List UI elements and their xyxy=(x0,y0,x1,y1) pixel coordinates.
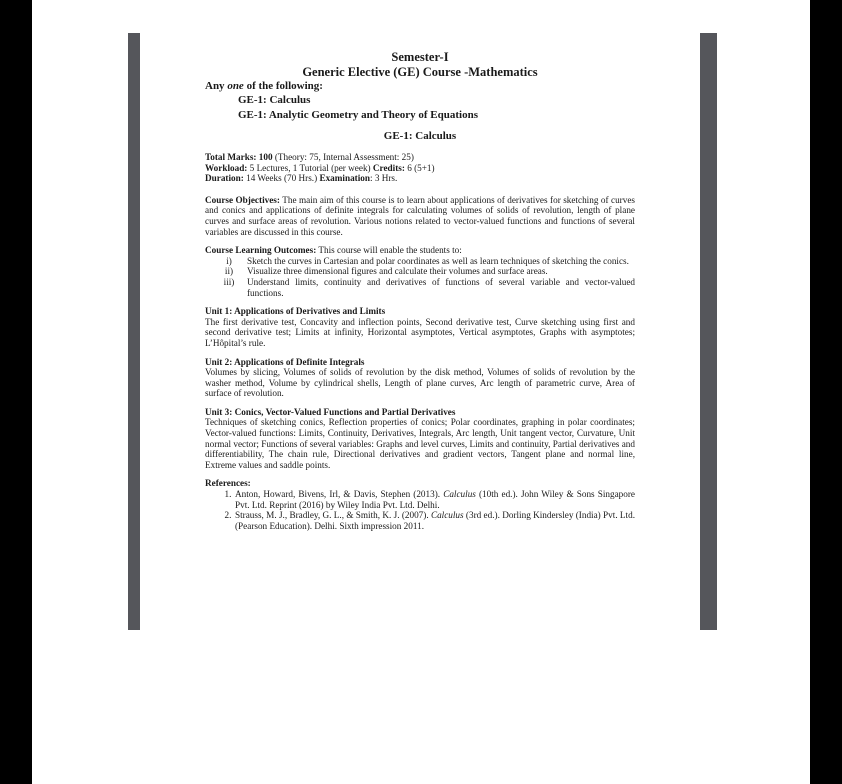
duration-value: 14 Weeks (70 Hrs.) xyxy=(243,173,320,184)
outcome-number: iii) xyxy=(223,276,235,287)
unit-2 xyxy=(205,357,635,399)
reference-authors: Strauss, M. J., Bradley, G. L., & Smith, K. J. (2007). xyxy=(235,510,431,521)
document-page xyxy=(140,33,700,630)
reference-publisher: (3rd ed.). Dorling Kindersley (India) Pvt. Ltd. (Pearson Education). Delhi. Sixth impression 2011. xyxy=(235,510,635,531)
outcome-item xyxy=(205,266,635,277)
left-black-border xyxy=(0,0,32,784)
outcome-text: Sketch the curves in Cartesian and polar coordinates as well as learn techniques of sketching the conics. xyxy=(247,255,629,266)
document-content xyxy=(205,50,635,531)
duration-label: Duration: xyxy=(205,173,244,184)
total-marks-line xyxy=(205,152,635,163)
any-prefix: Any xyxy=(205,80,228,92)
duration-line xyxy=(205,173,635,184)
references xyxy=(205,478,635,531)
course-learning-outcomes xyxy=(205,245,635,298)
semester-heading: Semester-I xyxy=(391,50,449,64)
objectives-label: Course Objectives: xyxy=(205,194,280,205)
reference-authors: Anton, Howard, Bivens, Irl, & Davis, Stephen (2013). xyxy=(235,489,444,500)
outcome-item xyxy=(205,256,635,267)
unit-text: Volumes by slicing, Volumes of solids of revolution by the disk method, Volumes of solids of revolution by the washer method, Volume by cylindrical shells, Length of plane curves, Arc length of parametric curve, Area of surface of revolution. xyxy=(205,367,635,399)
total-marks-detail: (Theory: 75, Internal Assessment: 25) xyxy=(272,152,414,162)
outcomes-intro: This course will enable the students to: xyxy=(316,245,462,256)
references-label: References: xyxy=(205,478,251,489)
course-title: Generic Elective (GE) Course -Mathematics xyxy=(302,65,538,79)
reference-item xyxy=(205,510,635,531)
unit-title: Unit 2: Applications of Definite Integrals xyxy=(205,356,365,367)
course-objectives xyxy=(205,195,635,237)
course-subtitle: GE-1: Calculus xyxy=(383,130,457,142)
objectives-text: The main aim of this course is to learn about applications of derivatives for sketching of curves and conics and applications of definite integrals for calculating volumes of solids of revolution, length of plane curves and surface areas of revolution. Various notions related to vector-valued functions and functions of several variables are discussed in this course. xyxy=(205,194,635,237)
workload-value: 5 Lectures, 1 Tutorial (per week) xyxy=(247,162,373,173)
left-page-shadow xyxy=(128,33,140,630)
reference-title: Calculus xyxy=(430,510,464,521)
reference-title: Calculus xyxy=(443,489,476,500)
reference-number: 1. xyxy=(224,489,232,500)
unit-title: Unit 3: Conics, Vector-Valued Functions and Partial Derivatives xyxy=(205,406,456,417)
total-marks-label: Total Marks: 100 xyxy=(205,152,273,162)
reference-item xyxy=(205,489,635,510)
outcome-number: ii) xyxy=(224,266,234,277)
credits-label: Credits: xyxy=(372,162,405,173)
right-black-border xyxy=(810,0,842,784)
course-meta xyxy=(205,152,635,184)
outcomes-label: Course Learning Outcomes: xyxy=(205,245,317,256)
workload-label: Workload: xyxy=(205,162,248,173)
unit-text: The first derivative test, Concavity and inflection points, Second derivative test, Curve sketching using first and second derivative test; Limits at infinity, Horizontal asymptotes, Vertical asymptotes, Graphs with asymptotes; L’Hôpital’s rule. xyxy=(205,316,635,348)
unit-3 xyxy=(205,407,635,471)
right-page-shadow xyxy=(700,33,717,630)
reference-publisher: (10th ed.). John Wiley & Sons Singapore Pvt. Ltd. Reprint (2016) by Wiley India Pvt. Ltd. Delhi. xyxy=(235,489,635,510)
outcomes-list xyxy=(205,256,635,298)
unit-1 xyxy=(205,306,635,348)
outcome-item xyxy=(205,277,635,298)
outcome-text: Visualize three dimensional figures and calculate their volumes and surface areas. xyxy=(247,266,548,277)
any-suffix: of the following: xyxy=(243,80,323,92)
workload-line xyxy=(205,163,635,174)
credits-value: 6 (5+1) xyxy=(404,162,435,173)
any-one-line xyxy=(205,80,635,93)
ge-option: GE-1: Analytic Geometry and Theory of Equations xyxy=(238,108,478,121)
any-italic: one xyxy=(227,80,244,92)
ge-option: GE-1: Calculus xyxy=(238,94,311,106)
unit-title: Unit 1: Applications of Derivatives and Limits xyxy=(205,306,386,317)
outcome-number: i) xyxy=(226,255,232,266)
unit-text: Techniques of sketching conics, Reflection properties of conics; Polar coordinates, graphing in polar coordinates; Vector-valued functions: Limits, Continuity, Derivatives, Integrals, Arc length, Unit tangent vector, Curvature, Unit normal vector; Functions of several variables: Graphs and level curves, Limits and continuity, Partial derivatives and differentiability, The chain rule, Directional derivatives and gradient vectors, Tangent plane and normal line, Extreme values and saddle points. xyxy=(205,417,635,470)
outcome-text: Understand limits, continuity and derivatives of functions of several variable and vector-valued functions. xyxy=(247,276,635,298)
reference-number: 2. xyxy=(224,510,232,521)
references-list xyxy=(205,489,635,531)
exam-value: : 3 Hrs. xyxy=(369,173,398,184)
exam-label: Examination xyxy=(319,173,370,184)
